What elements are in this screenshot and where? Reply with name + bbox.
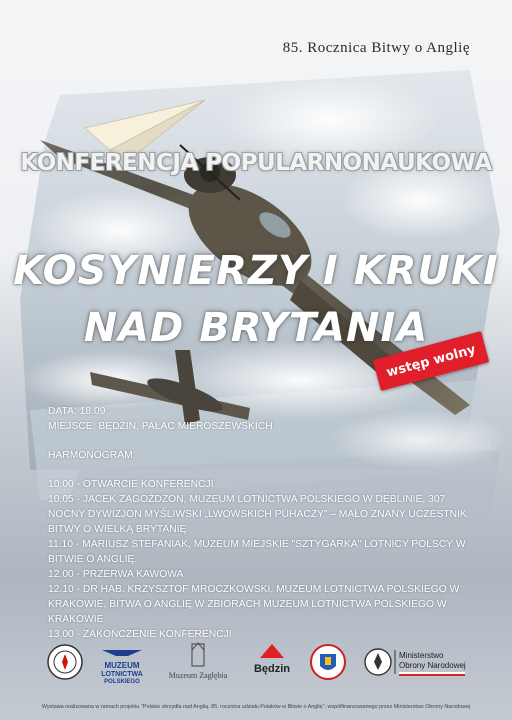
schedule-line: NOCNY DYWIZJON MYŚLIWSKI „LWOWSKICH PUHACZY” – MAŁO ZNANY UCZESTNIK [48,509,467,520]
muzeum-lotnictwa-logo [98,640,146,688]
museum-lotnictwa-line-1: MUZEUM [104,661,140,670]
ministry-of-defence-logo [362,640,472,688]
schedule-heading: HARMONOGRAM: [48,450,136,461]
free-entry-badge: wstęp wolny [373,331,489,391]
schedule-line: BITWY O WIELKĄ BRYTANIĘ [48,524,187,535]
schedule-line: 12.00 - PRZERWA KAWOWA [48,569,184,580]
museum-lotnictwa-line-2: LOTNICTWA [101,671,143,678]
footer-note: Wystawa realizowana w ramach projektu "Polskie skrzydła nad Anglią. 85. rocznica udziału Polaków w Bitwie o Anglię", współfinansowanego przez Ministerstwo Obrony Narodowej [41,704,471,710]
schedule-line: 10.00 - OTWARCIE KONFERENCJI [48,479,214,490]
sponsor-logos [0,640,512,690]
schedule-line: BITWIE O ANGLIĘ. [48,554,138,565]
ministry-line-2: Obrony Narodowej [399,661,466,670]
museum-lotnictwa-line-3: POLSKIEGO [104,679,140,685]
city-coat-of-arms-icon [308,640,348,688]
bedzin-logo [250,640,294,688]
schedule-line: 12.10 - DR HAB. KRZYSZTOF MROCZKOWSKI, MUZEUM LOTNICTWA POLSKIEGO W [48,584,460,595]
event-date: DATA: 18.09 [48,406,106,417]
anniversary-header: 85. Rocznica Bitwy o Anglię [282,40,470,56]
title-line-2: NAD BRYTANIA [83,305,429,351]
muzeum-zaglebia-text: Muzeum Zagłębia [168,671,228,680]
association-logo-icon [45,640,85,688]
muzeum-zaglebia-logo [162,640,234,688]
schedule-line: 13.00 - ZAKOŃCZENIE KONFERENCJI [48,629,232,640]
conference-label: KONFERENCJA POPULARNONAUKOWA [20,150,492,176]
schedule-line: 10.05 - JACEK ZAGOŻDŻON, MUZEUM LOTNICTWA POLSKIEGO W DĘBLINIE, 307 [48,494,446,505]
event-info [48,404,478,642]
title-line-1: KOSYNIERZY I KRUKI [13,248,499,294]
bedzin-text: Będzin [253,663,291,675]
ministry-line-1: Ministerstwo [399,651,444,660]
schedule-line: KRAKOWIE, BITWA O ANGLIĘ W ZBIORACH MUZEUM LOTNICTWA POLSKIEGO W [48,599,447,610]
schedule-line: KRAKOWIE [48,614,104,625]
event-place: MIEJSCE: BĘDZIN, PAŁAC MIEROSZEWSKICH [48,421,273,432]
schedule-line: 11.10 - MARIUSZ STEFANIAK, MUZEUM MIEJSKIE "SZTYGARKA" LOTNICY POLSCY W [48,539,466,550]
